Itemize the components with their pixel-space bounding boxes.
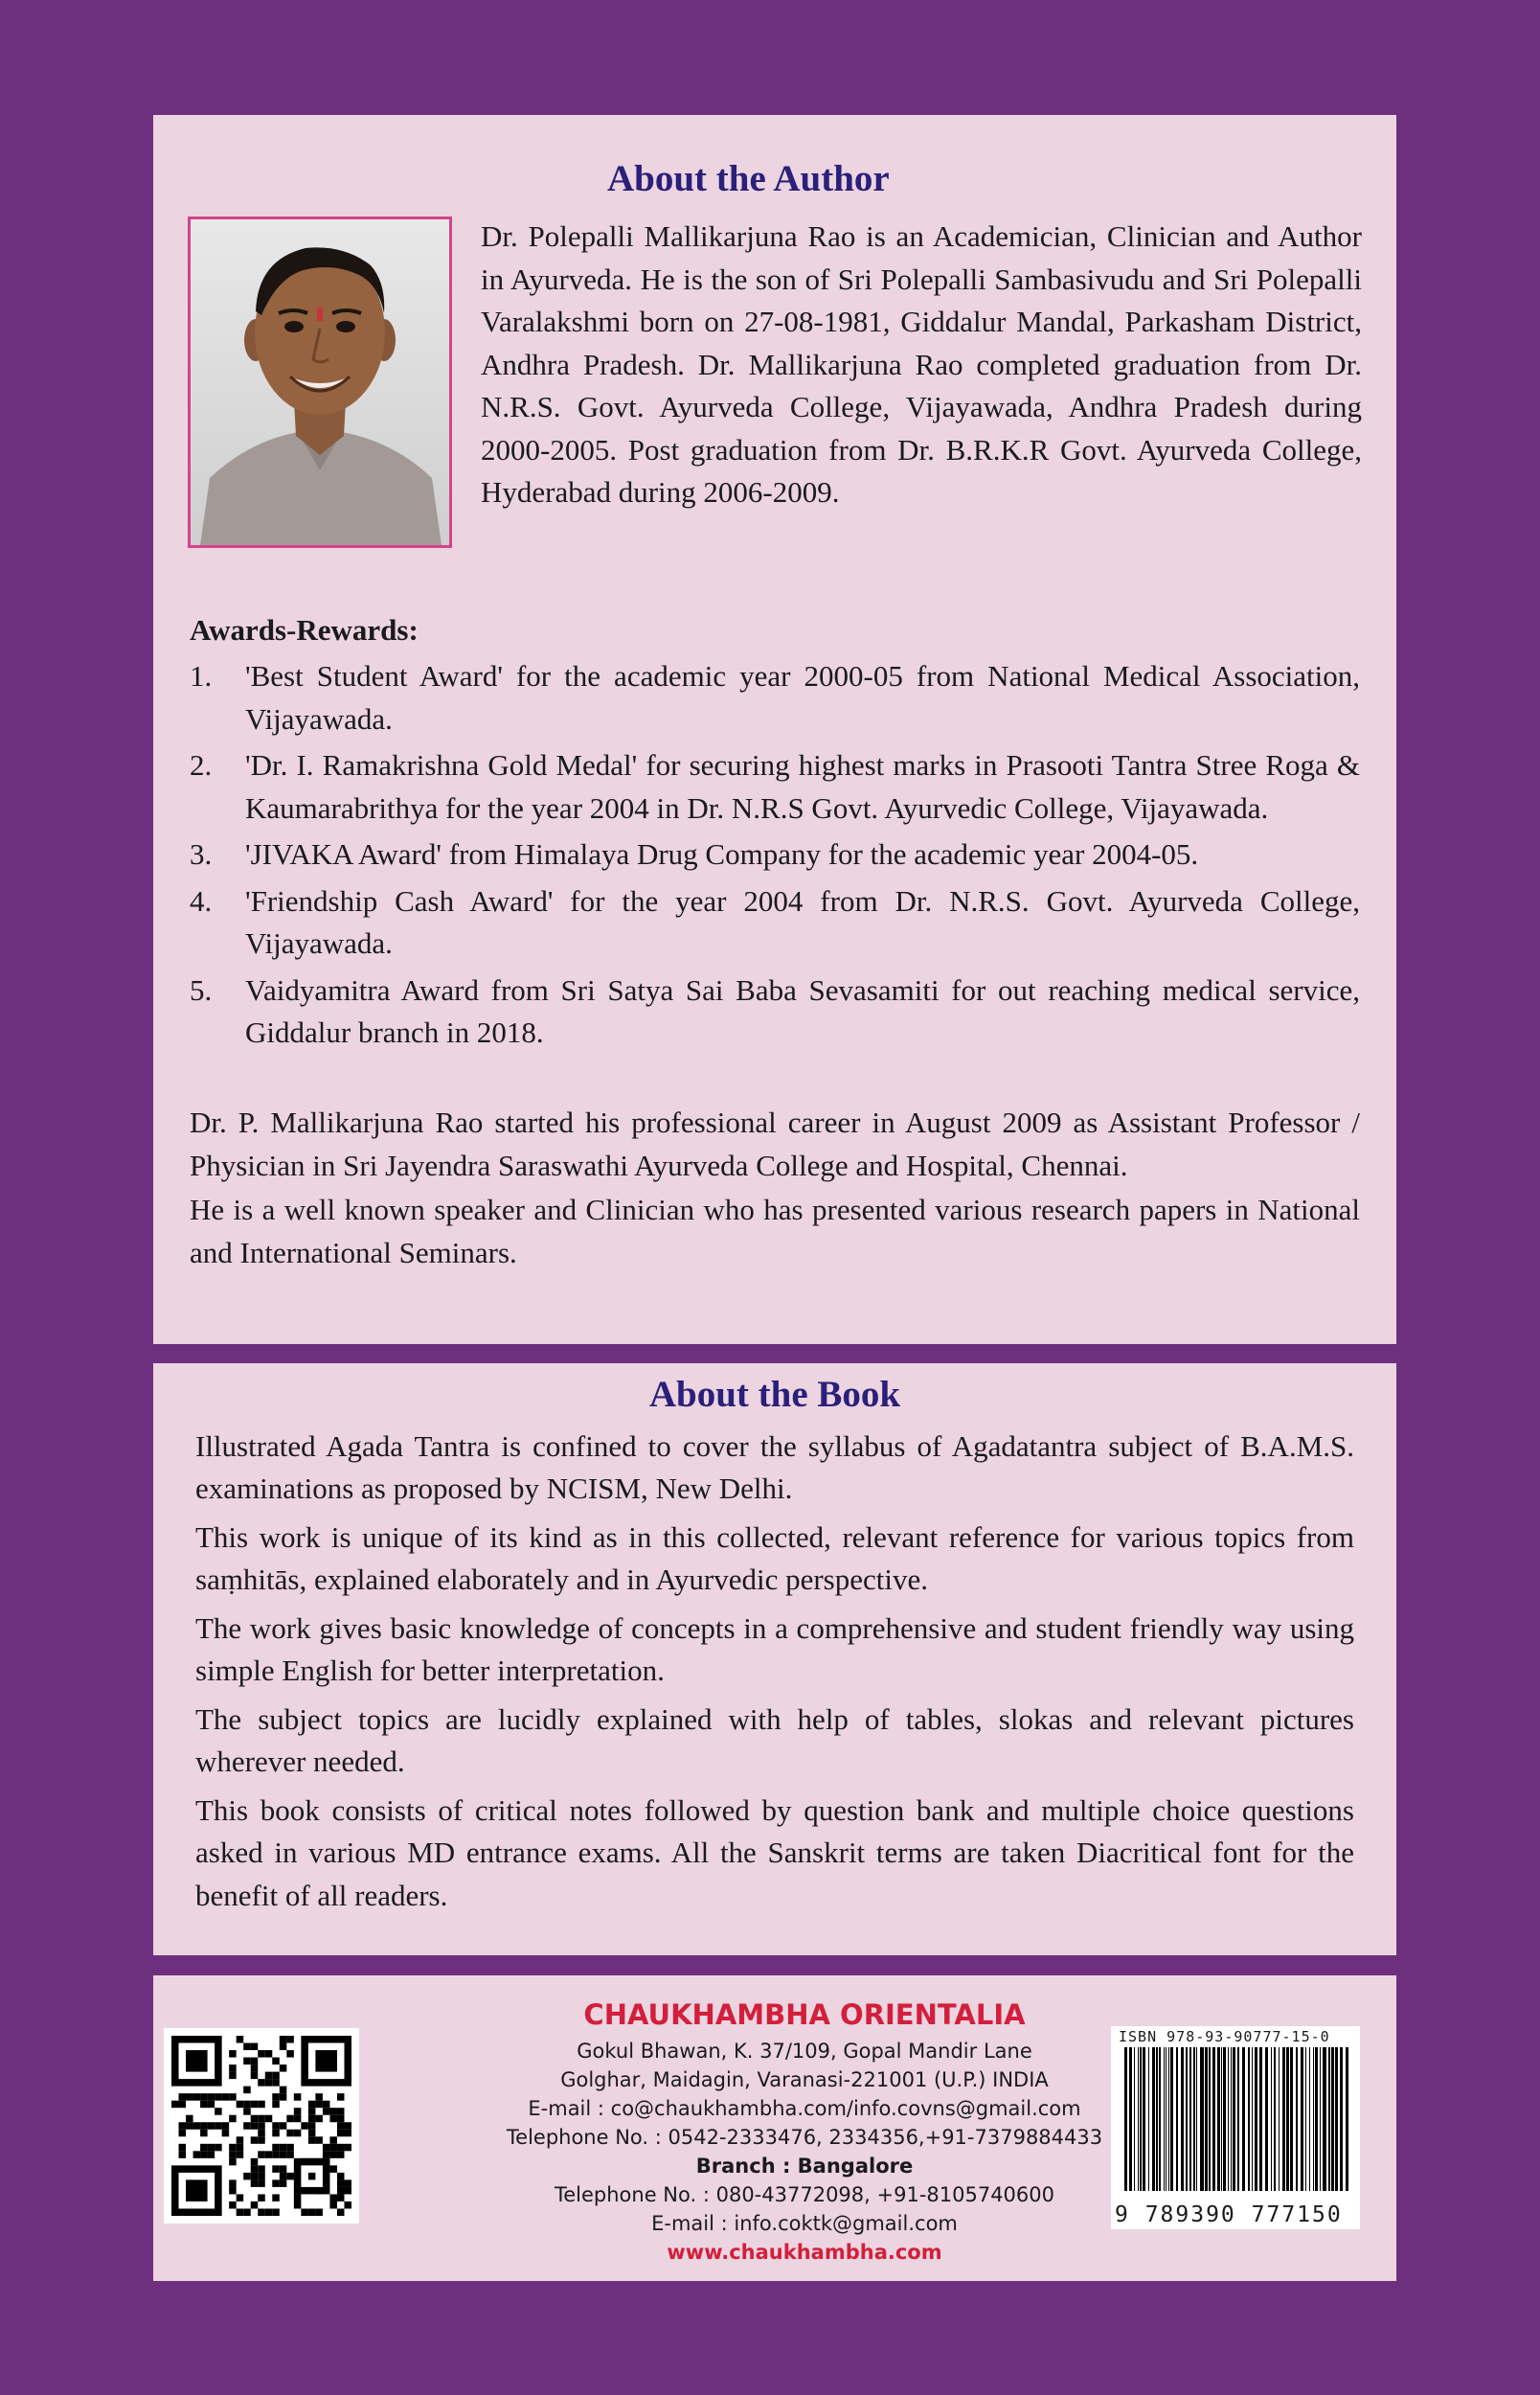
award-text: 'JIVAKA Award' from Himalaya Drug Company for the academic year 2004-05. bbox=[245, 837, 1199, 871]
award-item bbox=[190, 833, 1360, 877]
author-speaker: He is a well known speaker and Clinician who has presented various research papers in National and International Seminars. bbox=[190, 1193, 1360, 1269]
author-bio: Dr. Polepalli Mallikarjuna Rao is an Academician, Clinician and Author in Ayurveda. He is the son of Sri Polepalli Sambasivudu and Sri Polepalli Varalakshmi born on 27-08-1981, Giddalur Mandal, Parkasham District, Andhra Pradesh. Dr. Mallikarjuna Rao completed graduation from Dr. N.R.S. Govt. Ayurveda College, Vijayawada, Andhra Pradesh during 2000-2005. Post graduation from Dr. B.R.K.R Govt. Ayurveda College, Hyderabad during 2006-2009. bbox=[481, 219, 1362, 509]
isbn-barcode bbox=[1111, 2026, 1360, 2229]
publisher-info bbox=[441, 1998, 1168, 2267]
award-text: 'Best Student Award' for the academic year 2000-05 from National Medical Association, Vijayawada. bbox=[245, 659, 1360, 736]
book-description bbox=[195, 1426, 1354, 1918]
author-career-section bbox=[190, 1102, 1360, 1276]
publisher-email[interactable]: E-mail : co@chaukhambha.com/info.covns@gmail.com bbox=[528, 2097, 1081, 2120]
about-book-title: About the Book bbox=[648, 1374, 901, 1415]
book-paragraph: This book consists of critical notes followed by question bank and multiple choice questions asked in various MD entrance exams. All the Sanskrit terms are taken Diacritical font for the benefit of all readers. bbox=[195, 1792, 1354, 1912]
award-number: 3. bbox=[190, 837, 213, 871]
award-text: 'Friendship Cash Award' for the year 2004 from Dr. N.R.S. Govt. Ayurveda College, Vijayawada. bbox=[245, 883, 1360, 960]
award-number: 4. bbox=[190, 883, 213, 918]
isbn-text: ISBN 978-93-90777-15-0 bbox=[1119, 2028, 1330, 2045]
branch-phone: Telephone No. : 080-43772098, +91-8105740600 bbox=[554, 2183, 1055, 2206]
award-item bbox=[190, 969, 1360, 1055]
book-paragraph: This work is unique of its kind as in this collected, relevant reference for various topics from saṃhitās, explained elaborately and in Ayurvedic perspective. bbox=[195, 1519, 1354, 1597]
about-author-panel bbox=[153, 115, 1396, 1344]
publisher-branch: Branch : Bangalore bbox=[695, 2155, 914, 2178]
publisher-address-line1: Gokul Bhawan, K. 37/109, Gopal Mandir Lane bbox=[577, 2040, 1032, 2063]
qr-code[interactable] bbox=[164, 2028, 359, 2224]
branch-email[interactable]: E-mail : info.coktk@gmail.com bbox=[651, 2212, 958, 2235]
about-author-title: About the Author bbox=[607, 158, 890, 199]
about-book-panel bbox=[153, 1363, 1396, 1955]
publisher-phone: Telephone No. : 0542-2333476, 2334356,+91-7379884433 bbox=[506, 2126, 1103, 2149]
author-career: Dr. P. Mallikarjuna Rao started his professional career in August 2009 as Assistant Professor / Physician in Sri Jayendra Saraswathi Ayurveda College and Hospital, Chennai. bbox=[190, 1106, 1360, 1182]
book-paragraph: The subject topics are lucidly explained with help of tables, slokas and relevant pictures wherever needed. bbox=[195, 1701, 1354, 1779]
barcode-icon bbox=[1119, 2047, 1352, 2191]
award-number: 1. bbox=[190, 659, 213, 693]
author-portrait-image bbox=[191, 219, 449, 545]
award-number: 2. bbox=[190, 748, 213, 782]
author-photo bbox=[188, 217, 452, 548]
awards-heading: Awards-Rewards: bbox=[190, 613, 419, 647]
publisher-panel bbox=[153, 1975, 1396, 2281]
publisher-name: CHAUKHAMBHA ORIENTALIA bbox=[583, 1998, 1026, 2031]
award-item bbox=[190, 744, 1360, 830]
book-paragraph: The work gives basic knowledge of concepts in a comprehensive and student friendly way using simple English for better interpretation. bbox=[195, 1610, 1354, 1688]
isbn-digits: 9 789390 777150 bbox=[1115, 2202, 1343, 2227]
publisher-website-link[interactable]: www.chaukhambha.com bbox=[667, 2241, 942, 2264]
book-paragraph: Illustrated Agada Tantra is confined to cover the syllabus of Agadatantra subject of B.A.M.S. examinations as proposed by NCISM, New Delhi. bbox=[195, 1428, 1354, 1506]
awards-list bbox=[190, 655, 1360, 1059]
award-item bbox=[190, 880, 1360, 966]
qr-code-icon bbox=[171, 2036, 351, 2216]
award-text: 'Dr. I. Ramakrishna Gold Medal' for securing highest marks in Prasooti Tantra Stree Roga & Kaumarabrithya for the year 2004 in Dr. N.R.S Govt. Ayurvedic College, Vijayawada. bbox=[245, 748, 1360, 825]
publisher-address-line2: Golghar, Maidagin, Varanasi-221001 (U.P.) INDIA bbox=[560, 2068, 1049, 2091]
award-text: Vaidyamitra Award from Sri Satya Sai Baba Sevasamiti for out reaching medical service, Giddalur branch in 2018. bbox=[245, 972, 1360, 1049]
award-item bbox=[190, 655, 1360, 741]
award-number: 5. bbox=[190, 972, 213, 1007]
